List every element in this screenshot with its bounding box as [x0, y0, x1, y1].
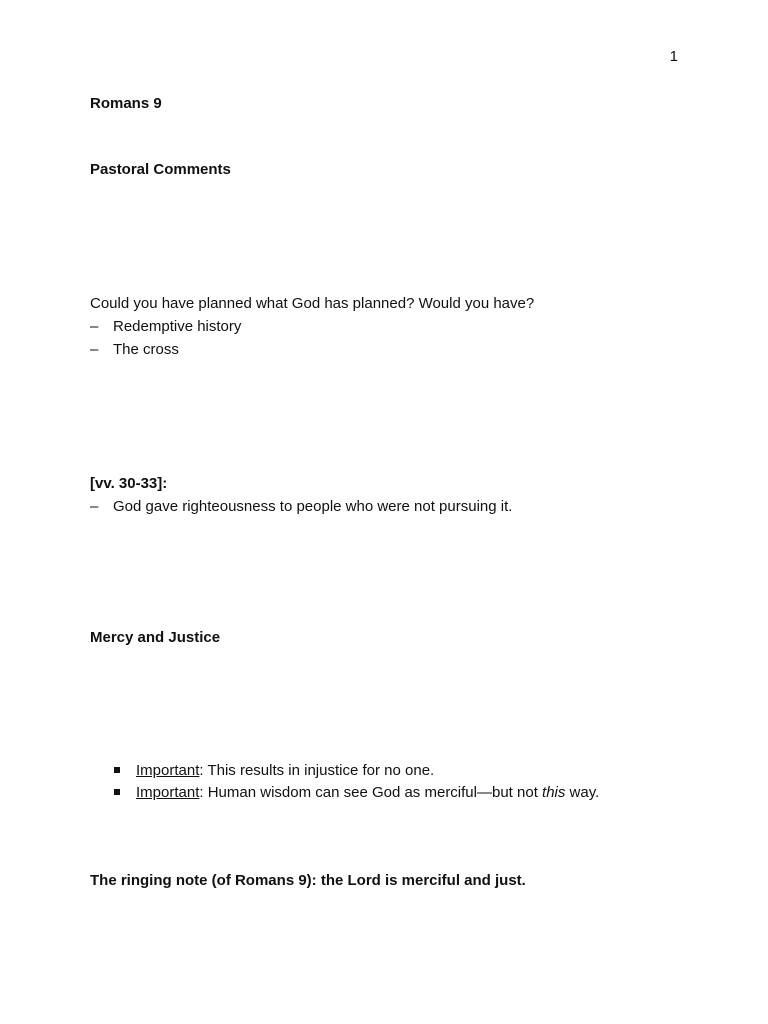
section-heading-pastoral-comments: Pastoral Comments — [90, 161, 231, 178]
important-emphasis: this — [542, 784, 566, 801]
list-item — [90, 782, 678, 804]
list-item — [90, 760, 678, 782]
important-text: : Human wisdom can see God as merciful—but not — [199, 784, 543, 801]
important-text-after: way. — [565, 784, 600, 801]
important-list — [90, 760, 678, 804]
list-item — [90, 495, 678, 518]
document-title: Romans 9 — [90, 95, 162, 112]
square-bullet-icon — [114, 767, 120, 773]
square-bullet-icon — [114, 789, 120, 795]
verses-section — [90, 472, 678, 518]
question-text: Could you have planned what God has planned? Would you have? — [90, 295, 535, 312]
dash-marker: – — [90, 498, 99, 515]
list-item — [90, 315, 678, 338]
dash-marker: – — [90, 318, 99, 335]
list-item-text: Redemptive history — [113, 318, 242, 335]
important-label: Important — [136, 784, 200, 801]
important-text: : This results in injustice for no one. — [199, 762, 435, 779]
question-list — [90, 315, 678, 361]
important-label: Important — [136, 762, 200, 779]
dash-marker: – — [90, 341, 99, 358]
section-heading-mercy-justice: Mercy and Justice — [90, 629, 221, 646]
question-section — [90, 292, 678, 361]
list-item-text: The cross — [113, 341, 179, 358]
section-heading-verses: [vv. 30-33]: — [90, 475, 168, 492]
closing-statement: The ringing note (of Romans 9): the Lord is merciful and just. — [90, 872, 526, 889]
verses-list — [90, 495, 678, 518]
list-item — [90, 338, 678, 361]
list-item-text: God gave righteousness to people who were not pursuing it. — [113, 498, 513, 515]
important-section — [90, 760, 678, 804]
page-number: 1 — [669, 48, 678, 65]
